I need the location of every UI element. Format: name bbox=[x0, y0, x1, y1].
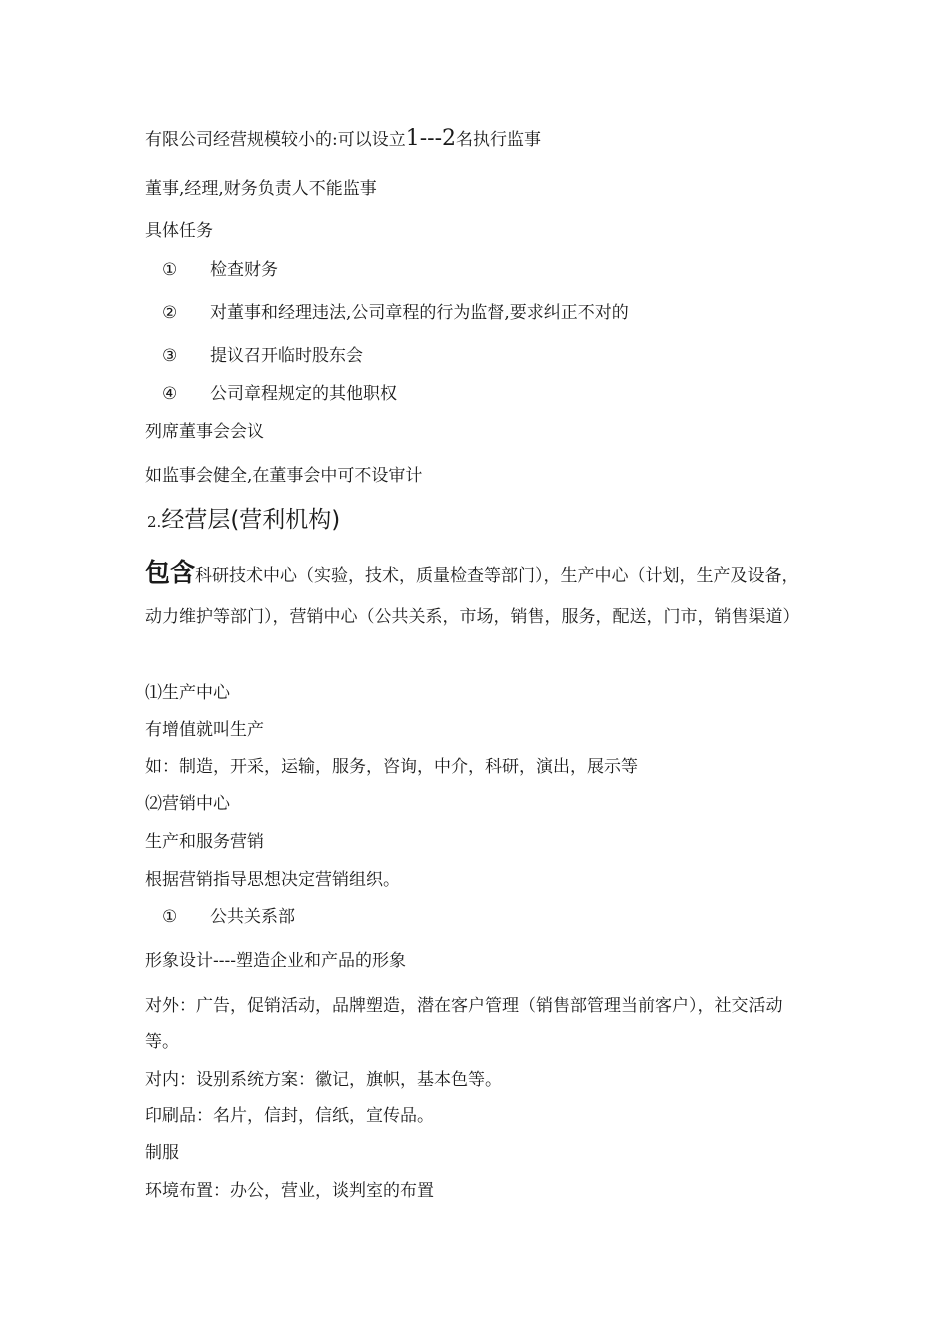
subheading-marketing: ⑵营销中心 bbox=[145, 794, 230, 814]
text-line: 制服 bbox=[145, 1143, 179, 1163]
list-marker: ③ bbox=[162, 346, 178, 366]
text-segment: 名执行监事 bbox=[456, 130, 542, 150]
list-item bbox=[162, 906, 295, 928]
text-line: 印刷品：名片，信封，信纸，宣传品。 bbox=[145, 1106, 434, 1126]
task-text: 对董事和经理违法,公司章程的行为监督,要求纠正不对的 bbox=[210, 303, 629, 323]
text-line-supervisor-count bbox=[145, 128, 541, 151]
text-line: 如：制造，开采，运输，服务，咨询，中介，科研，演出，展示等 bbox=[145, 757, 638, 777]
task-item bbox=[162, 302, 629, 324]
list-marker: ① bbox=[162, 907, 178, 927]
task-item bbox=[162, 383, 397, 405]
text-line: 生产和服务营销 bbox=[145, 832, 264, 852]
list-item-text: 公共关系部 bbox=[210, 907, 295, 927]
number-range: 1---2 bbox=[405, 126, 457, 151]
task-item bbox=[162, 259, 278, 281]
list-marker: ② bbox=[162, 303, 178, 323]
text-line: 形象设计----塑造企业和产品的形象 bbox=[145, 951, 406, 971]
text-line: 有增值就叫生产 bbox=[145, 720, 264, 740]
paragraph-body: 科研技术中心（实验，技术，质量检查等部门），生产中心（计划，生产及设备，动力维护等部门），营销中心（公共关系，市场，销售，服务，配送，门市，销售渠道） bbox=[145, 566, 800, 627]
subheading-production: ⑴生产中心 bbox=[145, 683, 230, 703]
section-heading bbox=[147, 505, 340, 537]
task-text: 检查财务 bbox=[210, 260, 278, 280]
section-title: 经营层(营利机构) bbox=[161, 507, 341, 533]
task-text: 提议召开临时股东会 bbox=[210, 346, 363, 366]
paragraph-lead: 包含 bbox=[145, 558, 196, 587]
text-line-attend: 列席董事会会议 bbox=[145, 422, 264, 442]
text-line: 根据营销指导思想决定营销组织。 bbox=[145, 870, 400, 890]
text-line-restriction: 董事,经理,财务负责人不能监事 bbox=[145, 179, 377, 199]
list-marker: ① bbox=[162, 260, 178, 280]
text-paragraph: 对外：广告，促销活动，品牌塑造，潜在客户管理（销售部管理当前客户），社交活动等。 bbox=[145, 996, 783, 1052]
task-text: 公司章程规定的其他职权 bbox=[210, 384, 397, 404]
section-number: 2. bbox=[147, 513, 162, 531]
list-marker: ④ bbox=[162, 384, 178, 404]
text-segment: 有限公司经营规模较小的:可以设立 bbox=[145, 130, 406, 150]
text-line: 对内：设别系统方案：徽记，旗帜，基本色等。 bbox=[145, 1070, 502, 1090]
task-item bbox=[162, 345, 363, 367]
text-line: 环境布置：办公，营业，谈判室的布置 bbox=[145, 1181, 434, 1201]
section-intro-paragraph bbox=[145, 552, 813, 638]
text-line-tasks-label: 具体任务 bbox=[145, 221, 213, 241]
text-line-audit: 如监事会健全,在董事会中可不设审计 bbox=[145, 466, 423, 486]
